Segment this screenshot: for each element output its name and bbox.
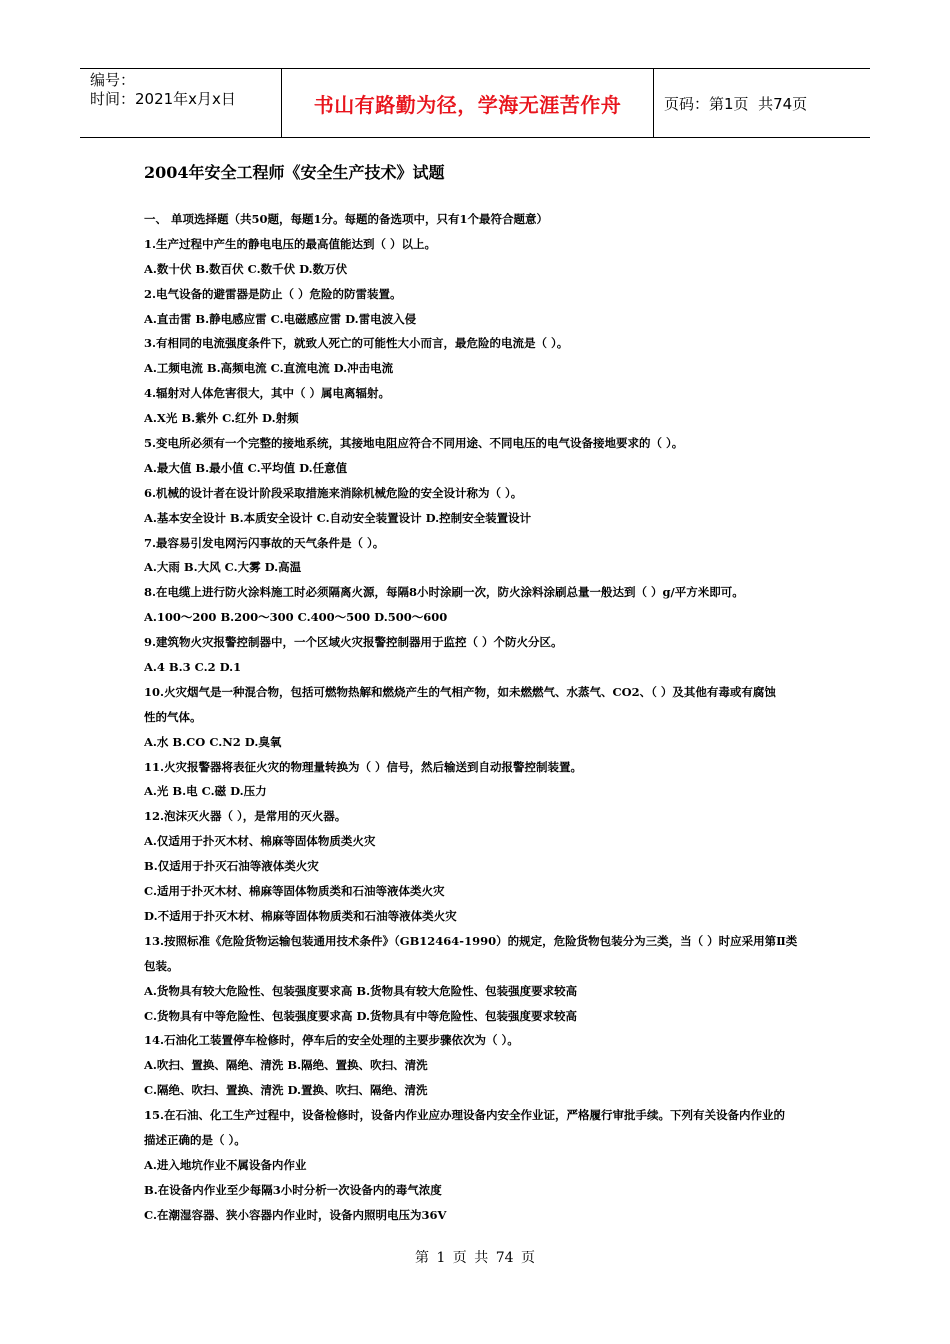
text-line: A.仅适用于扑灭木材、棉麻等固体物质类火灾 [144, 834, 376, 849]
text-line: A.光 B.电 C.磁 D.压力 [144, 784, 267, 799]
text-line: A.基本安全设计 B.本质安全设计 C.自动安全装置设计 D.控制安全装置设计 [144, 510, 532, 525]
text-line: A.大雨 B.大风 C.大雾 D.高温 [144, 560, 302, 575]
text-line: A.4 B.3 C.2 D.1 [144, 660, 242, 675]
exam-content [144, 207, 816, 1228]
text-line: 包装。 [144, 958, 179, 973]
text-line: 14.石油化工装置停车检修时，停车后的安全处理的主要步骤依次为（ ）。 [144, 1033, 519, 1048]
text-line: 11.火灾报警器将表征火灾的物理量转换为（ ）信号，然后输送到自动报警控制装置。 [144, 759, 583, 774]
page-header [80, 68, 870, 138]
text-line: C.货物具有中等危险性、包装强度要求高 D.货物具有中等危险性、包装强度要求较高 [144, 1008, 578, 1023]
text-line: 1.生产过程中产生的静电电压的最高值能达到（ ）以上。 [144, 236, 437, 251]
text-line: A.X光 B.紫外 C.红外 D.射频 [144, 411, 299, 426]
text-line: B.仅适用于扑灭石油等液体类火灾 [144, 859, 319, 874]
text-line: C.在潮湿容器、狭小容器内作业时，设备内照明电压为36V [144, 1207, 447, 1222]
text-line: A.工频电流 B.高频电流 C.直流电流 D.冲击电流 [144, 361, 394, 376]
text-line: 描述正确的是（ ）。 [144, 1132, 246, 1147]
text-line: A.直击雷 B.静电感应雷 C.电磁感应雷 D.雷电波入侵 [144, 311, 417, 326]
text-line: 10.火灾烟气是一种混合物，包括可燃物热解和燃烧产生的气相产物，如未燃燃气、水蒸气、CO2、（ ）及其他有毒或有腐蚀 [144, 684, 776, 699]
text-line: 5.变电所必须有一个完整的接地系统，其接地电阻应符合不同用途、不同电压的电气设备接地要求的（ ）。 [144, 436, 684, 451]
header-page-info: 页码：第1页 共74页 [664, 94, 808, 113]
page-footer: 第 1 页 共 74 页 [415, 1250, 535, 1266]
text-line: A.吹扫、置换、隔绝、清洗 B.隔绝、置换、吹扫、清洗 [144, 1058, 428, 1073]
text-line: 7.最容易引发电网污闪事故的天气条件是（ ）。 [144, 535, 385, 550]
text-line: 6.机械的设计者在设计阶段采取措施来消除机械危险的安全设计称为（ ）。 [144, 485, 523, 500]
text-line: 9.建筑物火灾报警控制器中，一个区域火灾报警控制器用于监控（ ）个防火分区。 [144, 635, 563, 650]
text-line: A.货物具有较大危险性、包装强度要求高 B.货物具有较大危险性、包装强度要求较高 [144, 983, 578, 998]
text-line: 一、 单项选择题（共50题，每题1分。每题的备选项中，只有1个最符合题意） [144, 212, 549, 226]
text-line: 8.在电缆上进行防火涂料施工时必须隔离火源，每隔8小时涂刷一次，防火涂料涂刷总量一般达到（ ）g/平方米即可。 [144, 585, 744, 600]
document-time-label: 时间：2021年x月x日 [90, 90, 236, 108]
text-line: A.100～200 B.200～300 C.400～500 D.500～600 [144, 610, 448, 625]
document-number-label: 编号： [90, 71, 136, 89]
header-motto: 书山有路勤为径，学海无涯苦作舟 [282, 69, 654, 137]
text-line: A.进入地坑作业不属设备内作业 [144, 1157, 307, 1172]
text-line: 3.有相同的电流强度条件下，就致人死亡的可能性大小而言，最危险的电流是（ ）。 [144, 336, 569, 351]
text-line: C.适用于扑灭木材、棉麻等固体物质类和石油等液体类火灾 [144, 884, 445, 899]
text-line: 4.辐射对人体危害很大，其中（ ）属电离辐射。 [144, 386, 391, 401]
text-line: A.水 B.CO C.N2 D.臭氧 [144, 734, 282, 749]
text-line: B.在设备内作业至少每隔3小时分析一次设备内的毒气浓度 [144, 1182, 442, 1197]
text-line: 12.泡沫灭火器（ ），是常用的灭火器。 [144, 809, 347, 824]
text-line: C.隔绝、吹扫、置换、清洗 D.置换、吹扫、隔绝、清洗 [144, 1083, 428, 1098]
text-line: D.不适用于扑灭木材、棉麻等固体物质类和石油等液体类火灾 [144, 908, 457, 923]
document-title: 2004年安全工程师《安全生产技术》试题 [144, 163, 445, 182]
text-line: 2.电气设备的避雷器是防止（ ）危险的防雷装置。 [144, 286, 402, 301]
text-line: A.数十伏 B.数百伏 C.数千伏 D.数万伏 [144, 261, 348, 276]
text-line: 15.在石油、化工生产过程中，设备检修时，设备内作业应办理设备内安全作业证，严格履行审批手续。下列有关设备内作业的 [144, 1108, 786, 1123]
text-line: 性的气体。 [144, 709, 202, 724]
header-meta [80, 69, 282, 137]
text-line: A.最大值 B.最小值 C.平均值 D.任意值 [144, 460, 348, 475]
text-line: 13.按照标准《危险货物运输包装通用技术条件》（GB12464-1990）的规定，危险货物包装分为三类，当（ ）时应采用第Ⅱ类 [144, 933, 798, 948]
